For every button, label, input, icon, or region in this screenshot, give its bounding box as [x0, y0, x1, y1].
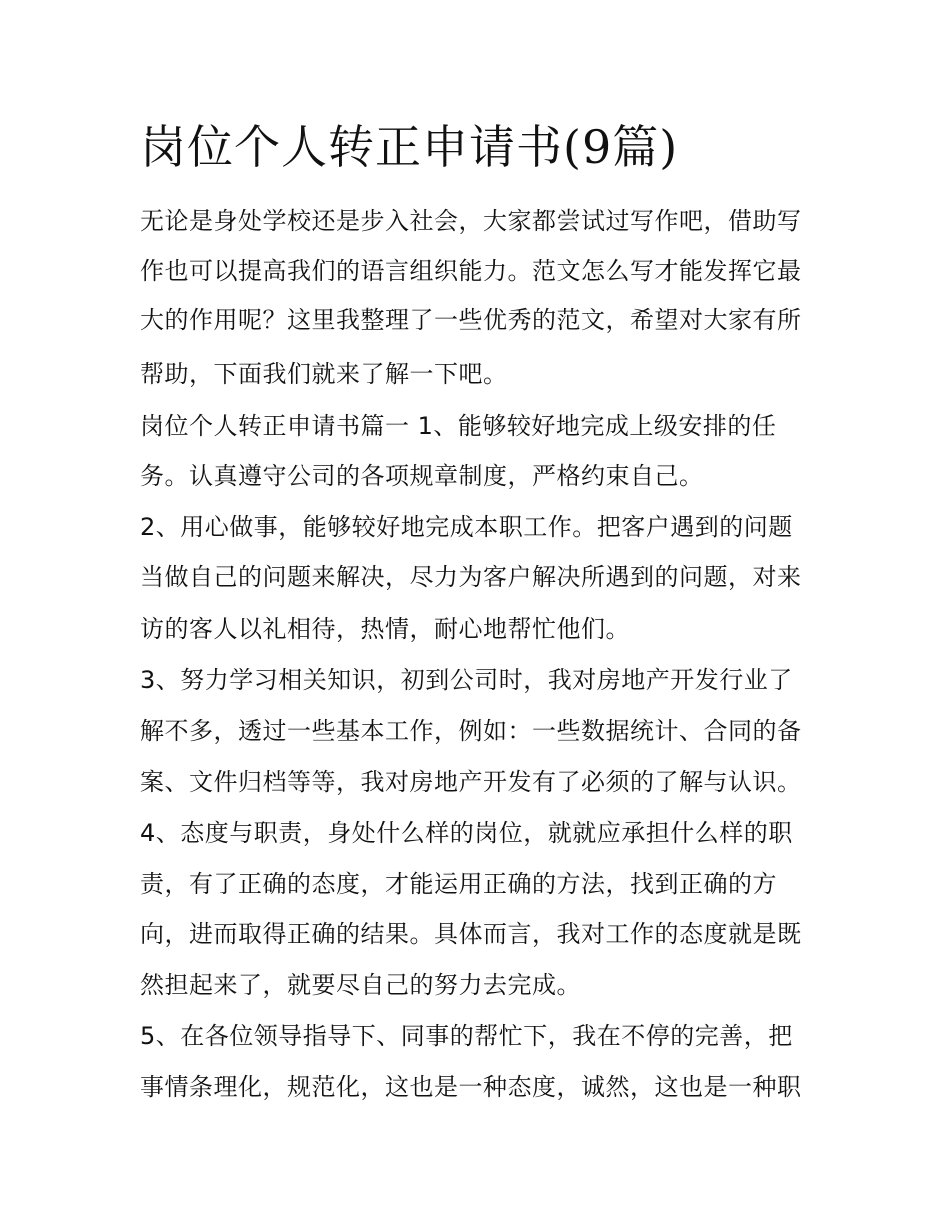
paragraph-line: 作也可以提高我们的语言组织能力。范文怎么写才能发挥它最 [140, 257, 802, 285]
paragraph-line: 事情条理化，规范化，这也是一种态度，诚然，这也是一种职 [140, 1073, 802, 1101]
paragraph-line: 无论是身处学校还是步入社会，大家都尝试过写作吧，借助写 [140, 207, 802, 235]
paragraph-line: 访的客人以礼相待，热情，耐心地帮忙他们。 [140, 615, 630, 643]
paragraph-line: 案、文件归档等等，我对房地产开发有了必须的了解与认识。 [140, 768, 802, 796]
paragraph-line: 大的作用呢？这里我整理了一些优秀的范文，希望对大家有所 [140, 306, 802, 334]
document-title: 岗位个人转正申请书(9篇) [140, 120, 679, 174]
paragraph-line: 帮助，下面我们就来了解一下吧。 [140, 360, 508, 388]
paragraph-line: 当做自己的问题来解决，尽力为客户解决所遇到的问题，对来 [140, 563, 802, 591]
paragraph-line: 3、努力学习相关知识，初到公司时，我对房地产开发行业了 [140, 666, 793, 694]
paragraph-line: 4、态度与职责，身处什么样的岗位，就就应承担什么样的职 [140, 819, 793, 847]
paragraph-line: 然担起来了，就要尽自己的努力去完成。 [140, 971, 581, 999]
paragraph-line: 解不多，透过一些基本工作，例如：一些数据统计、合同的备 [140, 717, 802, 745]
paragraph-line: 向，进而取得正确的结果。具体而言，我对工作的态度就是既 [140, 920, 802, 948]
paragraph-line: 2、用心做事，能够较好地完成本职工作。把客户遇到的问题 [140, 513, 793, 541]
paragraph-line: 务。认真遵守公司的各项规章制度，严格约束自己。 [140, 462, 704, 490]
paragraph-line: 岗位个人转正申请书篇一 1、能够较好地完成上级安排的任 [140, 412, 777, 440]
paragraph-line: 责，有了正确的态度，才能运用正确的方法，找到正确的方 [140, 870, 777, 898]
paragraph-line: 5、在各位领导指导下、同事的帮忙下，我在不停的完善，把 [140, 1022, 793, 1050]
